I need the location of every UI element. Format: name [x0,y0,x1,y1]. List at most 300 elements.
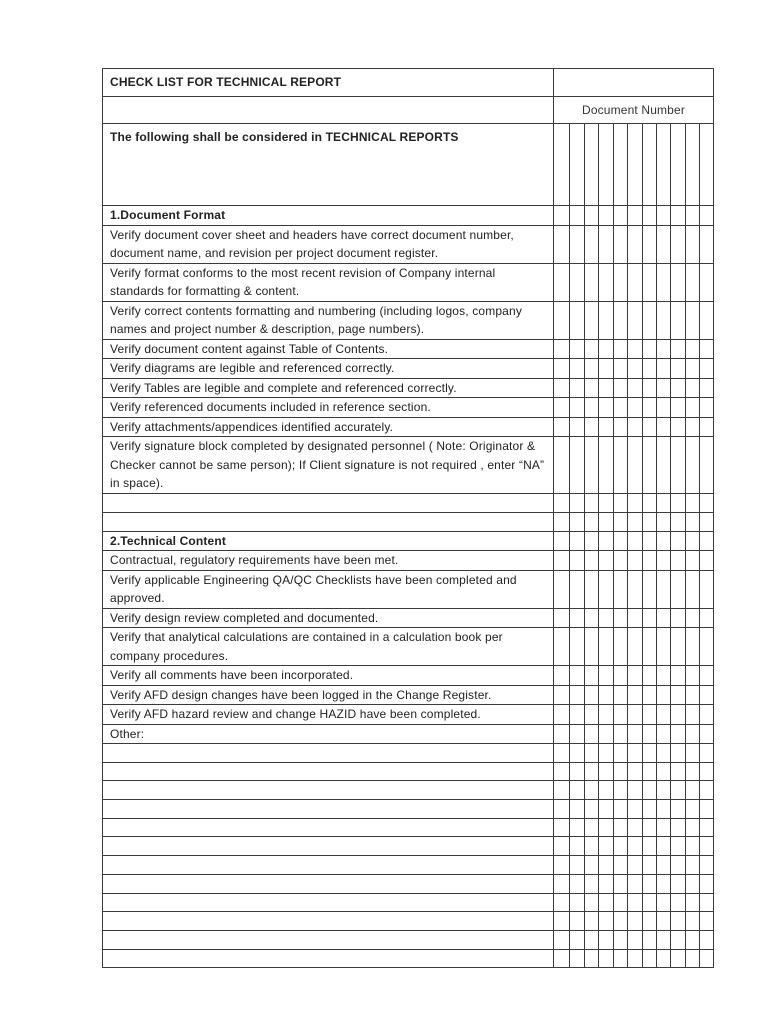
check-box-cell[interactable] [585,724,599,744]
check-box-cell[interactable] [614,437,628,494]
check-box-cell[interactable] [570,912,585,931]
check-box-cell[interactable] [554,437,570,494]
check-box-cell[interactable] [570,225,585,263]
check-box-cell[interactable] [700,301,714,339]
check-box-cell[interactable] [554,551,570,571]
check-box-cell[interactable] [686,531,700,551]
check-box-cell[interactable] [628,417,643,437]
check-box-cell[interactable] [599,551,614,571]
check-box-cell[interactable] [614,705,628,725]
check-box-cell[interactable] [599,493,614,512]
check-box-cell[interactable] [554,685,570,705]
check-box-cell[interactable] [643,930,657,949]
check-box-cell[interactable] [554,608,570,628]
check-box-cell[interactable] [628,762,643,781]
check-box-cell[interactable] [554,874,570,893]
check-box-cell[interactable] [643,893,657,912]
empty-entry-cell[interactable] [103,781,554,800]
check-box-cell[interactable] [657,781,671,800]
check-box-cell[interactable] [570,359,585,379]
check-box-cell[interactable] [643,666,657,686]
check-box-cell[interactable] [671,856,686,875]
check-box-cell[interactable] [657,912,671,931]
check-box-cell[interactable] [643,724,657,744]
check-box-cell[interactable] [614,417,628,437]
check-box-cell[interactable] [671,893,686,912]
check-box-cell[interactable] [700,800,714,819]
check-box-cell[interactable] [554,762,570,781]
check-box-cell[interactable] [599,608,614,628]
check-box-cell[interactable] [554,949,570,968]
check-box-cell[interactable] [614,398,628,418]
check-box-cell[interactable] [643,744,657,763]
check-box-cell[interactable] [599,437,614,494]
check-box-cell[interactable] [628,744,643,763]
check-box-cell[interactable] [657,705,671,725]
check-box-cell[interactable] [628,359,643,379]
check-box-cell[interactable] [570,570,585,608]
check-box-cell[interactable] [657,263,671,301]
check-box-cell[interactable] [643,818,657,837]
check-box-cell[interactable] [570,705,585,725]
check-box-cell[interactable] [570,762,585,781]
check-box-cell[interactable] [585,225,599,263]
check-box-cell[interactable] [628,818,643,837]
check-box-cell[interactable] [585,856,599,875]
check-box-cell[interactable] [554,263,570,301]
check-box-cell[interactable] [657,744,671,763]
check-box-cell[interactable] [700,124,714,206]
check-box-cell[interactable] [671,837,686,856]
check-box-cell[interactable] [628,301,643,339]
check-box-cell[interactable] [554,781,570,800]
check-box-cell[interactable] [628,800,643,819]
check-box-cell[interactable] [614,762,628,781]
check-box-cell[interactable] [686,949,700,968]
check-box-cell[interactable] [570,417,585,437]
check-box-cell[interactable] [599,398,614,418]
check-box-cell[interactable] [614,666,628,686]
check-box-cell[interactable] [570,437,585,494]
check-box-cell[interactable] [570,949,585,968]
check-box-cell[interactable] [671,437,686,494]
check-box-cell[interactable] [554,512,570,531]
check-box-cell[interactable] [614,493,628,512]
check-box-cell[interactable] [570,874,585,893]
check-box-cell[interactable] [599,225,614,263]
check-box-cell[interactable] [570,724,585,744]
check-box-cell[interactable] [570,856,585,875]
check-box-cell[interactable] [614,608,628,628]
check-box-cell[interactable] [700,912,714,931]
check-box-cell[interactable] [570,893,585,912]
empty-entry-cell[interactable] [103,856,554,875]
check-box-cell[interactable] [700,551,714,571]
check-box-cell[interactable] [671,912,686,931]
check-box-cell[interactable] [599,263,614,301]
check-box-cell[interactable] [628,724,643,744]
check-box-cell[interactable] [599,359,614,379]
check-box-cell[interactable] [585,378,599,398]
check-box-cell[interactable] [614,781,628,800]
check-box-cell[interactable] [700,874,714,893]
check-box-cell[interactable] [643,685,657,705]
check-box-cell[interactable] [570,531,585,551]
check-box-cell[interactable] [599,570,614,608]
check-box-cell[interactable] [599,531,614,551]
check-box-cell[interactable] [554,818,570,837]
check-box-cell[interactable] [554,628,570,666]
check-box-cell[interactable] [585,893,599,912]
empty-entry-cell[interactable] [103,874,554,893]
empty-entry-cell[interactable] [103,893,554,912]
check-box-cell[interactable] [570,800,585,819]
check-box-cell[interactable] [657,359,671,379]
check-box-cell[interactable] [614,874,628,893]
empty-entry-cell[interactable] [103,744,554,763]
check-box-cell[interactable] [643,837,657,856]
check-box-cell[interactable] [599,818,614,837]
check-box-cell[interactable] [671,417,686,437]
check-box-cell[interactable] [628,685,643,705]
check-box-cell[interactable] [585,263,599,301]
check-box-cell[interactable] [585,666,599,686]
check-box-cell[interactable] [585,608,599,628]
check-box-cell[interactable] [643,874,657,893]
empty-entry-cell[interactable] [103,800,554,819]
check-box-cell[interactable] [671,124,686,206]
check-box-cell[interactable] [686,762,700,781]
check-box-cell[interactable] [657,818,671,837]
check-box-cell[interactable] [614,744,628,763]
check-box-cell[interactable] [671,378,686,398]
check-box-cell[interactable] [585,512,599,531]
check-box-cell[interactable] [585,301,599,339]
check-box-cell[interactable] [570,512,585,531]
check-box-cell[interactable] [585,570,599,608]
check-box-cell[interactable] [643,570,657,608]
check-box-cell[interactable] [700,762,714,781]
check-box-cell[interactable] [614,800,628,819]
check-box-cell[interactable] [686,570,700,608]
check-box-cell[interactable] [585,628,599,666]
check-box-cell[interactable] [657,837,671,856]
check-box-cell[interactable] [570,263,585,301]
check-box-cell[interactable] [614,930,628,949]
check-box-cell[interactable] [554,666,570,686]
check-box-cell[interactable] [643,359,657,379]
check-box-cell[interactable] [643,856,657,875]
check-box-cell[interactable] [700,398,714,418]
check-box-cell[interactable] [554,705,570,725]
check-box-cell[interactable] [570,398,585,418]
check-box-cell[interactable] [599,837,614,856]
check-box-cell[interactable] [570,124,585,206]
check-box-cell[interactable] [700,417,714,437]
check-box-cell[interactable] [585,551,599,571]
check-box-cell[interactable] [657,206,671,226]
check-box-cell[interactable] [599,762,614,781]
check-box-cell[interactable] [686,874,700,893]
check-box-cell[interactable] [700,818,714,837]
check-box-cell[interactable] [686,206,700,226]
check-box-cell[interactable] [614,551,628,571]
check-box-cell[interactable] [628,124,643,206]
check-box-cell[interactable] [628,856,643,875]
check-box-cell[interactable] [671,512,686,531]
check-box-cell[interactable] [628,949,643,968]
check-box-cell[interactable] [585,685,599,705]
check-box-cell[interactable] [628,705,643,725]
check-box-cell[interactable] [599,893,614,912]
check-box-cell[interactable] [671,206,686,226]
check-box-cell[interactable] [585,949,599,968]
check-box-cell[interactable] [700,608,714,628]
check-box-cell[interactable] [585,124,599,206]
check-box-cell[interactable] [643,263,657,301]
check-box-cell[interactable] [643,800,657,819]
check-box-cell[interactable] [585,531,599,551]
empty-entry-cell[interactable] [103,930,554,949]
check-box-cell[interactable] [671,705,686,725]
check-box-cell[interactable] [585,837,599,856]
check-box-cell[interactable] [671,949,686,968]
check-box-cell[interactable] [686,398,700,418]
check-box-cell[interactable] [570,378,585,398]
check-box-cell[interactable] [671,339,686,359]
check-box-cell[interactable] [643,781,657,800]
check-box-cell[interactable] [585,874,599,893]
check-box-cell[interactable] [614,837,628,856]
check-box-cell[interactable] [585,493,599,512]
check-box-cell[interactable] [628,493,643,512]
check-box-cell[interactable] [671,800,686,819]
check-box-cell[interactable] [599,206,614,226]
check-box-cell[interactable] [657,570,671,608]
check-box-cell[interactable] [657,800,671,819]
check-box-cell[interactable] [686,359,700,379]
check-box-cell[interactable] [570,930,585,949]
check-box-cell[interactable] [671,608,686,628]
check-box-cell[interactable] [614,512,628,531]
check-box-cell[interactable] [628,666,643,686]
check-box-cell[interactable] [700,437,714,494]
check-box-cell[interactable] [554,744,570,763]
check-box-cell[interactable] [628,551,643,571]
check-box-cell[interactable] [657,512,671,531]
check-box-cell[interactable] [614,339,628,359]
check-box-cell[interactable] [554,930,570,949]
check-box-cell[interactable] [554,398,570,418]
check-box-cell[interactable] [643,339,657,359]
check-box-cell[interactable] [643,378,657,398]
check-box-cell[interactable] [585,437,599,494]
check-box-cell[interactable] [585,705,599,725]
check-box-cell[interactable] [554,124,570,206]
check-box-cell[interactable] [657,685,671,705]
check-box-cell[interactable] [554,912,570,931]
check-box-cell[interactable] [700,225,714,263]
check-box-cell[interactable] [700,263,714,301]
check-box-cell[interactable] [614,628,628,666]
check-box-cell[interactable] [554,893,570,912]
check-box-cell[interactable] [599,930,614,949]
check-box-cell[interactable] [614,263,628,301]
check-box-cell[interactable] [671,359,686,379]
check-box-cell[interactable] [554,531,570,551]
check-box-cell[interactable] [657,551,671,571]
check-box-cell[interactable] [700,493,714,512]
check-box-cell[interactable] [671,570,686,608]
check-box-cell[interactable] [614,818,628,837]
check-box-cell[interactable] [657,874,671,893]
check-box-cell[interactable] [628,608,643,628]
check-box-cell[interactable] [628,206,643,226]
check-box-cell[interactable] [599,874,614,893]
check-box-cell[interactable] [686,818,700,837]
check-box-cell[interactable] [686,893,700,912]
check-box-cell[interactable] [614,570,628,608]
check-box-cell[interactable] [570,608,585,628]
check-box-cell[interactable] [700,378,714,398]
check-box-cell[interactable] [554,225,570,263]
check-box-cell[interactable] [570,551,585,571]
check-box-cell[interactable] [554,359,570,379]
check-box-cell[interactable] [614,949,628,968]
check-box-cell[interactable] [599,744,614,763]
check-box-cell[interactable] [643,512,657,531]
check-box-cell[interactable] [686,339,700,359]
check-box-cell[interactable] [554,493,570,512]
check-box-cell[interactable] [614,378,628,398]
check-box-cell[interactable] [628,930,643,949]
check-box-cell[interactable] [671,724,686,744]
check-box-cell[interactable] [554,837,570,856]
check-box-cell[interactable] [671,762,686,781]
check-box-cell[interactable] [599,705,614,725]
check-box-cell[interactable] [585,818,599,837]
check-box-cell[interactable] [599,512,614,531]
check-box-cell[interactable] [700,359,714,379]
check-box-cell[interactable] [671,398,686,418]
check-box-cell[interactable] [671,263,686,301]
check-box-cell[interactable] [686,124,700,206]
check-box-cell[interactable] [671,493,686,512]
check-box-cell[interactable] [657,930,671,949]
check-box-cell[interactable] [657,856,671,875]
check-box-cell[interactable] [686,437,700,494]
check-box-cell[interactable] [686,225,700,263]
check-box-cell[interactable] [700,628,714,666]
check-box-cell[interactable] [671,744,686,763]
check-box-cell[interactable] [599,781,614,800]
check-box-cell[interactable] [628,339,643,359]
check-box-cell[interactable] [643,551,657,571]
check-box-cell[interactable] [686,705,700,725]
check-box-cell[interactable] [657,339,671,359]
check-box-cell[interactable] [700,666,714,686]
check-box-cell[interactable] [585,744,599,763]
check-box-cell[interactable] [657,493,671,512]
check-box-cell[interactable] [628,225,643,263]
check-box-cell[interactable] [671,874,686,893]
check-box-cell[interactable] [643,912,657,931]
check-box-cell[interactable] [643,949,657,968]
check-box-cell[interactable] [599,124,614,206]
check-box-cell[interactable] [570,744,585,763]
check-box-cell[interactable] [599,949,614,968]
check-box-cell[interactable] [657,531,671,551]
check-box-cell[interactable] [643,417,657,437]
check-box-cell[interactable] [671,666,686,686]
check-box-cell[interactable] [671,301,686,339]
check-box-cell[interactable] [570,493,585,512]
check-box-cell[interactable] [554,856,570,875]
check-box-cell[interactable] [686,912,700,931]
check-box-cell[interactable] [585,417,599,437]
check-box-cell[interactable] [686,417,700,437]
check-box-cell[interactable] [599,417,614,437]
check-box-cell[interactable] [686,837,700,856]
check-box-cell[interactable] [570,781,585,800]
check-box-cell[interactable] [628,837,643,856]
check-box-cell[interactable] [643,705,657,725]
check-box-cell[interactable] [657,378,671,398]
check-box-cell[interactable] [657,949,671,968]
check-box-cell[interactable] [700,781,714,800]
check-box-cell[interactable] [643,608,657,628]
check-box-cell[interactable] [686,856,700,875]
check-box-cell[interactable] [657,608,671,628]
check-box-cell[interactable] [657,225,671,263]
check-box-cell[interactable] [614,124,628,206]
check-box-cell[interactable] [570,837,585,856]
check-box-cell[interactable] [643,225,657,263]
check-box-cell[interactable] [554,724,570,744]
check-box-cell[interactable] [671,551,686,571]
check-box-cell[interactable] [585,800,599,819]
check-box-cell[interactable] [554,378,570,398]
check-box-cell[interactable] [628,378,643,398]
check-box-cell[interactable] [554,800,570,819]
check-box-cell[interactable] [657,437,671,494]
check-box-cell[interactable] [700,949,714,968]
check-box-cell[interactable] [585,359,599,379]
check-box-cell[interactable] [628,263,643,301]
check-box-cell[interactable] [570,301,585,339]
check-box-cell[interactable] [671,531,686,551]
check-box-cell[interactable] [686,930,700,949]
check-box-cell[interactable] [599,800,614,819]
check-box-cell[interactable] [570,666,585,686]
check-box-cell[interactable] [614,301,628,339]
check-box-cell[interactable] [570,206,585,226]
check-box-cell[interactable] [585,398,599,418]
check-box-cell[interactable] [599,628,614,666]
check-box-cell[interactable] [700,339,714,359]
check-box-cell[interactable] [570,339,585,359]
check-box-cell[interactable] [643,398,657,418]
check-box-cell[interactable] [671,225,686,263]
check-box-cell[interactable] [700,685,714,705]
check-box-cell[interactable] [686,551,700,571]
check-box-cell[interactable] [585,762,599,781]
check-box-cell[interactable] [614,685,628,705]
check-box-cell[interactable] [671,628,686,666]
check-box-cell[interactable] [554,206,570,226]
check-box-cell[interactable] [628,628,643,666]
check-box-cell[interactable] [686,685,700,705]
